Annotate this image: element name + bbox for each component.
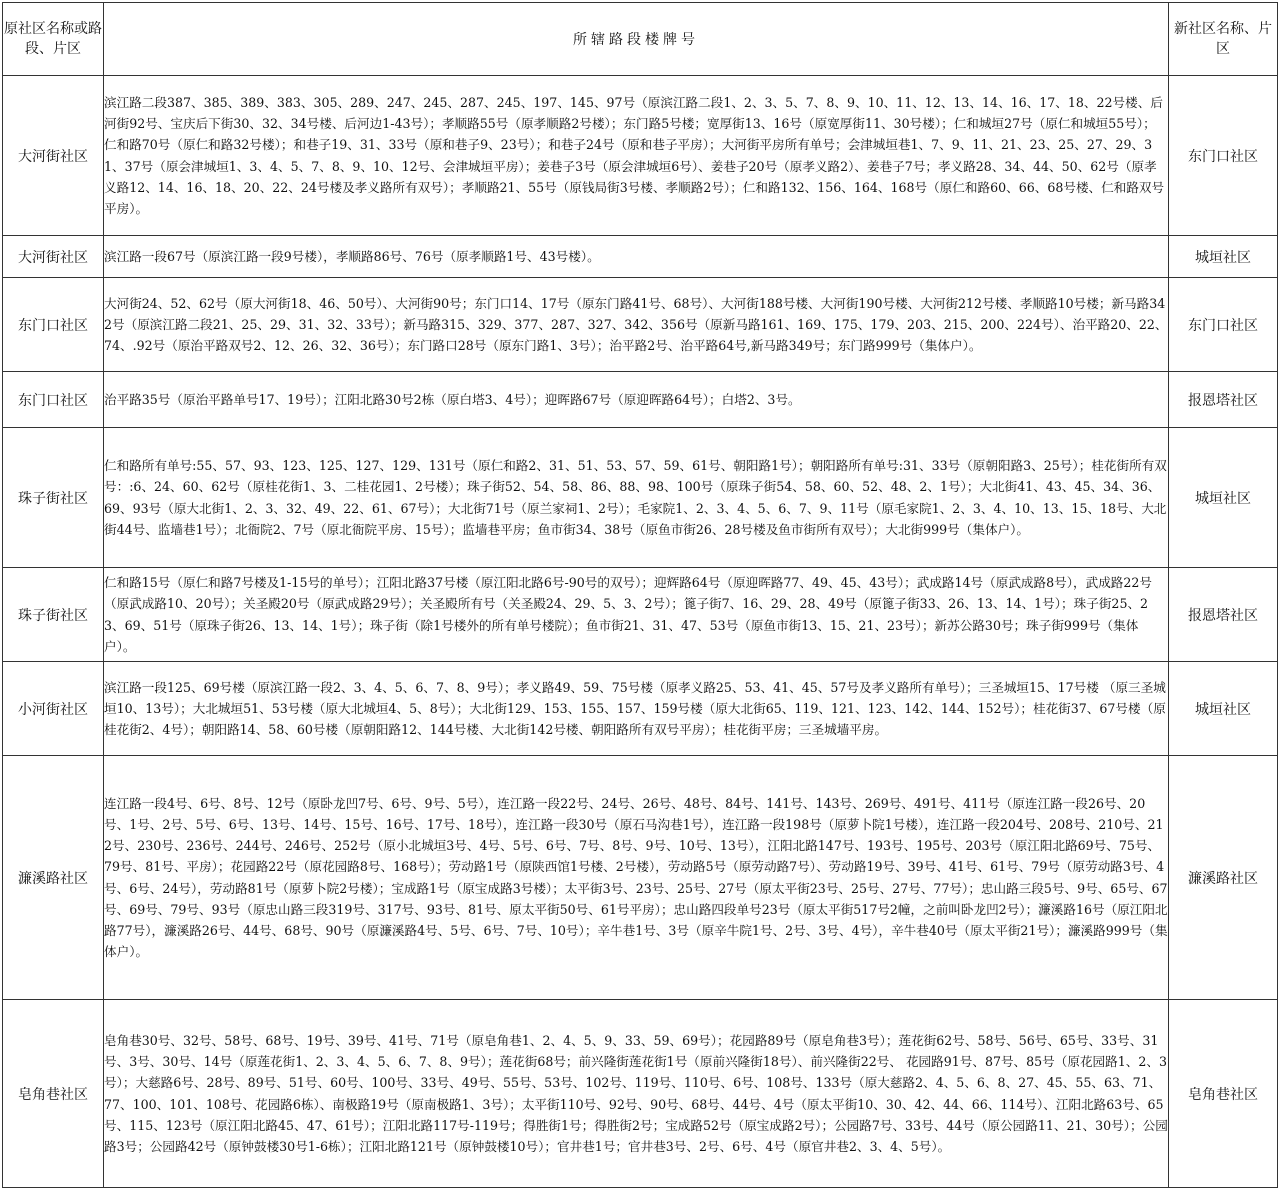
table-row bbox=[3, 756, 1278, 1000]
road-numbers-cell: 治平路35号（原治平路单号17、19号）；江阳北路30号2栋（原白塔3、4号）；迎晖路67号（原迎晖路64号）；白塔2、3号。 bbox=[104, 372, 1169, 428]
road-numbers-cell: 滨江路一段125、69号楼（原滨江路一段2、3、4、5、6、7、8、9号）；孝义路49、59、75号楼（原孝义路25、53、41、45、57号及孝义路所有单号）；三圣城垣15、17号楼 （原三圣城垣10、13号）；大北城垣51、53号楼（原大北城垣4、5、8号）；大北街129、153、155、157、159号楼（原大北街65、119、121、123、142、144、152号）；桂花街37、67号楼（原桂花街2、4号）；朝阳路14、58、60号楼（原朝阳路12、144号楼、大北街142号楼、朝阳路所有双号平房）；桂花街平房；三圣城墙平房。 bbox=[104, 662, 1169, 756]
new-community-cell: 皂角巷社区 bbox=[1169, 1000, 1278, 1188]
header-row bbox=[3, 3, 1278, 76]
header-old-community: 原社区名称或路段、片区 bbox=[3, 3, 104, 76]
old-community-cell: 东门口社区 bbox=[3, 372, 104, 428]
header-road-numbers: 所辖路段楼牌号 bbox=[104, 3, 1169, 76]
old-community-cell: 东门口社区 bbox=[3, 278, 104, 372]
header-new-community: 新社区名称、片区 bbox=[1169, 3, 1278, 76]
new-community-cell: 城垣社区 bbox=[1169, 662, 1278, 756]
old-community-cell: 濂溪路社区 bbox=[3, 756, 104, 1000]
road-numbers-cell: 皂角巷30号、32号、58号、68号、19号、39号、41号、71号（原皂角巷1、2、4、5、9、33、59、69号）；花园路89号（原皂角巷3号）；莲花街62号、58号、56号、65号、33号、31号、3号、30号、14号（原莲花街1、2、3、4、5、6、7、8、9号）；莲花街68号；前兴隆街莲花街1号（原前兴隆街18号）、前兴隆街22号、 花园路91号、87号、85号（原花园路1、2、3号）；大慈路6号、28号、89号、51号、60号、100号、33号、49号、55号、53号、102号、119号、110号、6号、108号、133号（原大慈路2、4、5、6、8、27、45、55、63、71、77、100、101、108号、花园路6栋）、南极路19号（原南极路1、3号）；太平街110号、92号、90号、68号、44号、4号（原太平街10、30、42、44、66、114号）、江阳北路63号、65号、115、123号（原江阳北路45、47、61号）；江阳北路117号-119号；得胜街1号；得胜街2号；宝成路52号（原宝成路2号）；公园路7号、33号、44号（原公园路11、21、30号）；公园路3号；公园路42号（原钟鼓楼30号1-6栋）；江阳北路121号（原钟鼓楼10号）；官井巷1号；官井巷3号、2号、6号、4号（原官井巷2、3、4、5号）。 bbox=[104, 1000, 1169, 1188]
old-community-cell: 小河街社区 bbox=[3, 662, 104, 756]
table-row bbox=[3, 236, 1278, 278]
table-row bbox=[3, 428, 1278, 568]
old-community-cell: 珠子街社区 bbox=[3, 568, 104, 662]
table-row bbox=[3, 662, 1278, 756]
address-table bbox=[2, 2, 1278, 1188]
road-numbers-cell: 仁和路所有单号:55、57、93、123、125、127、129、131号（原仁和路2、31、51、53、57、59、61号、朝阳路1号）；朝阳路所有单号:31、33号（原朝阳路3、25号）；桂花街所有双号：:6、24、60、62号（原桂花街1、3、二桂花园1、2号楼）；珠子街52、54、58、86、88、98、100号（原珠子街54、58、60、52、48、2、1号）；大北街41、43、45、34、36、69、93号（原大北街1、2、3、32、49、22、61、67号）；大北街71号（原兰家祠1、2号）；毛家院1、2、3、4、5、6、7、9、11号（原毛家院1、2、3、4、10、13、15、18号、大北街44号、监墙巷1号）；北衙院2、7号（原北衙院平房、15号）；监墙巷平房；鱼市街34、38号（原鱼市街26、28号楼及鱼市街所有双号）；大北街999号（集体户）。 bbox=[104, 428, 1169, 568]
road-numbers-cell: 仁和路15号（原仁和路7号楼及1-15号的单号）；江阳北路37号楼（原江阳北路6号-90号的双号）；迎辉路64号（原迎晖路77、49、45、43号）；武成路14号（原武成路8号），武成路22号（原武成路10、20号）；关圣殿20号（原武成路29号）；关圣殿所有号（关圣殿24、29、5、3、2号）；篦子街7、16、29、28、49号（原篦子街33、26、13、14、1号）；珠子街25、23、69、51号（原珠子街26、13、14、1号）；珠子街（除1号楼外的所有单号楼院）；鱼市街21、31、47、53号（原鱼市街13、15、21、23号）；新苏公路30号；珠子街999号（集体户）。 bbox=[104, 568, 1169, 662]
new-community-cell: 濂溪路社区 bbox=[1169, 756, 1278, 1000]
table-row bbox=[3, 278, 1278, 372]
old-community-cell: 珠子街社区 bbox=[3, 428, 104, 568]
road-numbers-cell: 滨江路二段387、385、389、383、305、289、247、245、287、245、197、145、97号（原滨江路二段1、2、3、5、7、8、9、10、11、12、13、14、16、17、18、22号楼、后河街92号、宝庆后下街30、32、34号楼、后河边1-43号）；孝顺路55号（原孝顺路2号楼）；东门路5号楼；宽厚街13、16号（原宽厚街11、30号楼）；仁和城垣27号（原仁和城垣55号）；仁和路70号（原仁和路32号楼）；和巷子19、31、33号（原和巷子9、23号）；和巷子24号（原和巷子平房）；大河街平房所有单号；会津城垣巷1、7、9、11、21、23、25、27、29、31、37号（原会津城垣1、3、4、5、7、8、9、10、12号、会津城垣平房）；姜巷子3号（原会津城垣6号）、姜巷子20号（原孝义路2）、姜巷子7号；孝义路28、34、44、50、62号（原孝义路12、14、16、18、20、22、24号楼及孝义路所有双号）；孝顺路21、55号（原钱局街3号楼、孝顺路2号）；仁和路132、156、164、168号（原仁和路60、66、68号楼、仁和路双号平房）。 bbox=[104, 76, 1169, 236]
table-row bbox=[3, 372, 1278, 428]
new-community-cell: 东门口社区 bbox=[1169, 278, 1278, 372]
new-community-cell: 报恩塔社区 bbox=[1169, 372, 1278, 428]
old-community-cell: 大河街社区 bbox=[3, 236, 104, 278]
old-community-cell: 皂角巷社区 bbox=[3, 1000, 104, 1188]
road-numbers-cell: 连江路一段4号、6号、8号、12号（原卧龙凹7号、6号、9号、5号），连江路一段22号、24号、26号、48号、84号、141号、143号、269号、491号、411号（原连江路一段26号、20号、1号、2号、5号、6号、13号、14号、15号、16号、17号、18号），连江路一段30号（原石马沟巷1号），连江路一段198号（原萝卜院1号楼），连江路一段204号、208号、210号、212号、230号、236号、244号、246号、252号（原小北城垣3号、4号、5号、6号、7号、8号、9号、10号、13号），江阳北路147号、193号、195号、203号（原江阳北路69号、75号、79号、81号、平房）；花园路22号（原花园路8号、168号）；劳动路1号（原陕西馆1号楼、2号楼），劳动路5号（原劳动路7号）、劳动路19号、39号、41号、61号、79号（原劳动路3号、4号、6号、24号），劳动路81号（原萝卜院2号楼）；宝成路1号（原宝成路3号楼）；太平街3号、23号、25号、27号（原太平街23号、25号、27号、77号）；忠山路三段5号、9号、65号、67号、69号、79号、93号（原忠山路三段319号、317号、93号、81号、原太平街50号、61号平房）；忠山路四段单号23号（原太平街517号2幢，之前叫卧龙凹2号）；濂溪路16号（原江阳北路77号），濂溪路26号、44号、68号、90号（原濂溪路4号、5号、6号、7号、10号）；辛牛巷1号、3号（原辛牛院1号、2号、3号、4号），辛牛巷40号（原太平街21号）；濂溪路999号（集体户）。 bbox=[104, 756, 1169, 1000]
table-row bbox=[3, 1000, 1278, 1188]
new-community-cell: 城垣社区 bbox=[1169, 428, 1278, 568]
new-community-cell: 报恩塔社区 bbox=[1169, 568, 1278, 662]
new-community-cell: 城垣社区 bbox=[1169, 236, 1278, 278]
road-numbers-cell: 大河街24、52、62号（原大河街18、46、50号）、大河街90号；东门口14、17号（原东门路41号、68号）、大河街188号楼、大河街190号楼、大河街212号楼、孝顺路10号楼；新马路342号（原滨江路二段21、25、29、31、32、33号）；新马路315、329、377、287、327、342、356号（原新马路161、169、175、179、203、215、200、224号）、治平路20、22、74、.92号（原治平路双号2、12、26、32、36号）；东门路口28号（原东门路1、3号）；治平路2号、治平路64号,新马路349号；东门路999号（集体户）。 bbox=[104, 278, 1169, 372]
new-community-cell: 东门口社区 bbox=[1169, 76, 1278, 236]
table-row bbox=[3, 76, 1278, 236]
old-community-cell: 大河街社区 bbox=[3, 76, 104, 236]
road-numbers-cell: 滨江路一段67号（原滨江路一段9号楼），孝顺路86号、76号（原孝顺路1号、43号楼）。 bbox=[104, 236, 1169, 278]
table-row bbox=[3, 568, 1278, 662]
